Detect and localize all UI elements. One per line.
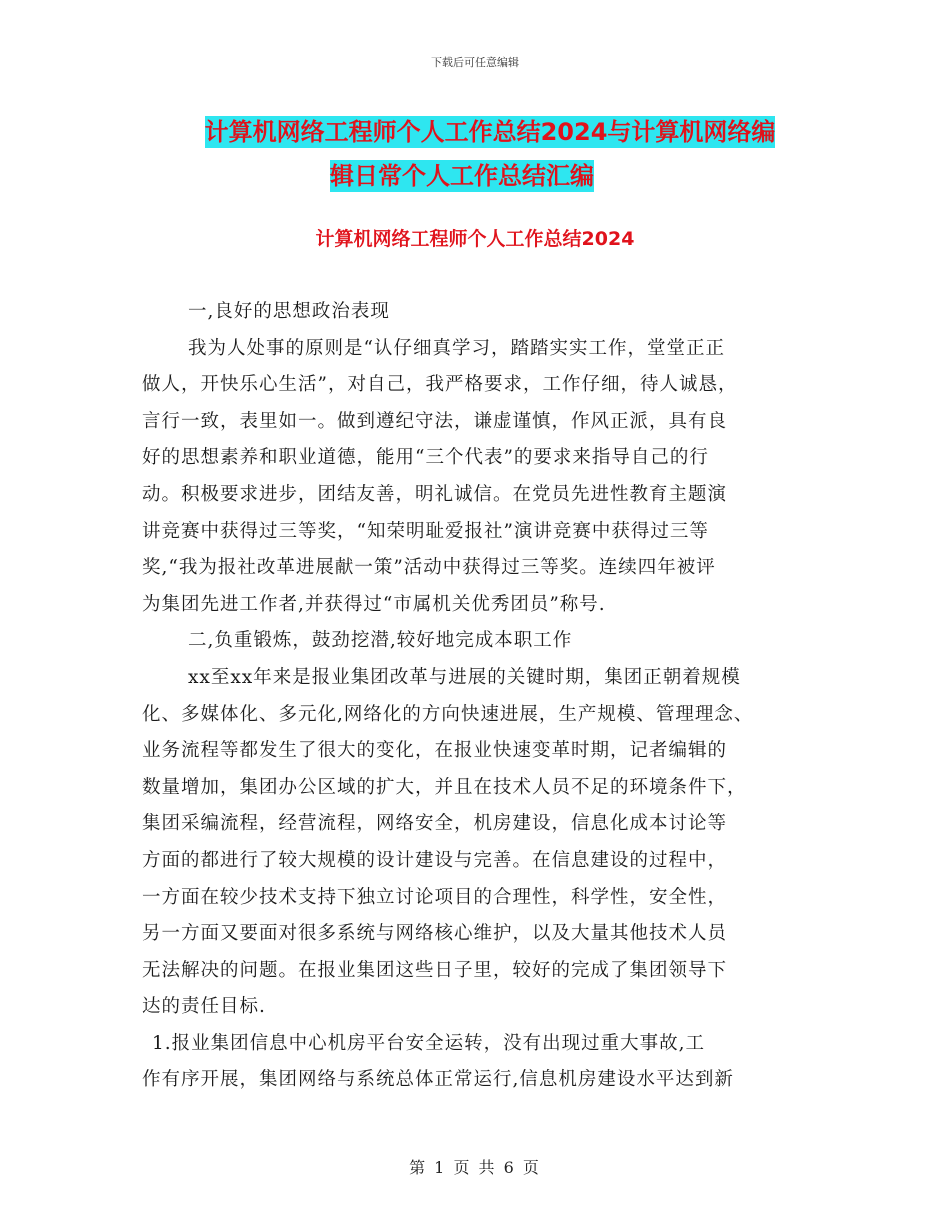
heading-2: 二,负重锻炼，鼓劲挖潜,较好地完成本职工作 (188, 630, 573, 652)
heading-1: 一,良好的思想政治表现 (188, 301, 390, 322)
paragraph-line: 言行一致，表里如一。做到遵纪守法，谦虚谨慎，作风正派，具有良 (142, 410, 728, 432)
title-line-1: 计算机网络工程师个人工作总结2024与计算机网络编 (204, 118, 776, 146)
document-title (140, 110, 840, 198)
paragraph-line: 集团采编流程，经营流程，网络安全，机房建设，信息化成本讨论等 (142, 813, 728, 835)
paragraph-line: 为集团先进工作者,并获得过“市属机关优秀团员”称号. (142, 593, 606, 615)
paragraph-line: 方面的都进行了较大规模的设计建设与完善。在信息建设的过程中， (142, 849, 728, 871)
paragraph-line: 无法解决的问题。在报业集团这些日子里，较好的完成了集团领导下 (142, 959, 728, 981)
paragraph-line: 另一方面又要面对很多系统与网络核心维护，以及大量其他技术人员 (142, 923, 728, 945)
paragraph-line: xx至xx年来是报业集团改革与进展的关键时期，集团正朝着规模 (188, 666, 741, 688)
paragraph-line: 化、多媒体化、多元化,网络化的方向快速进展，生产规模、管理理念、 (142, 703, 754, 725)
paragraph-line: 一方面在较少技术支持下独立讨论项目的合理性，科学性，安全性， (142, 886, 728, 908)
paragraph-line: 动。积极要求进步，团结友善，明礼诚信。在党员先进性教育主题演 (142, 483, 728, 505)
paragraph-line: 讲竞赛中获得过三等奖，“知荣明耻爱报社”演讲竞赛中获得过三等 (142, 520, 709, 542)
paragraph-line: 作有序开展，集团网络与系统总体正常运行,信息机房建设水平达到新 (142, 1069, 734, 1091)
body-text (142, 294, 822, 1099)
paragraph-line: 业务流程等都发生了很大的变化，在报业快速变革时期，记者编辑的 (142, 740, 728, 762)
header-note: 下载后可任意编辑 (431, 56, 519, 69)
paragraph-line: 奖,“我为报社改革进展献一策”活动中获得过三等奖。连续四年被评 (142, 557, 716, 579)
section-title: 计算机网络工程师个人工作总结2024 (315, 228, 635, 250)
paragraph-line: 我为人处事的原则是“认仔细真学习，踏踏实实工作，堂堂正正 (188, 337, 725, 359)
paragraph-line: 好的思想素养和职业道德，能用“三个代表”的要求来指导自己的行 (142, 447, 709, 469)
paragraph-line: 数量增加，集团办公区域的扩大，并且在技术人员不足的环境条件下， (142, 776, 747, 798)
paragraph-line: 达的责任目标. (142, 996, 266, 1018)
paragraph-line: 做人，开快乐心生活”，对自己，我严格要求，工作仔细，待人诚恳， (142, 374, 738, 396)
title-line-2: 辑日常个人工作总结汇编 (330, 162, 594, 190)
numbered-item-line: 1.报业集团信息中心机房平台安全运转，没有出现过重大事故,工 (152, 1032, 706, 1054)
page-footer: 第 1 页 共 6 页 (409, 1158, 541, 1177)
